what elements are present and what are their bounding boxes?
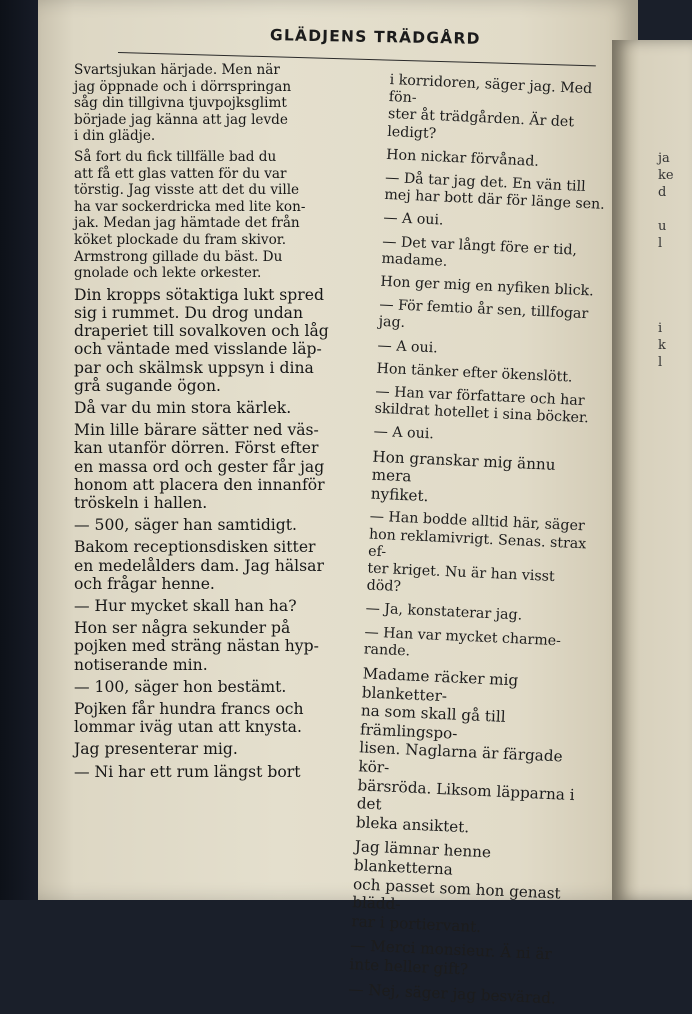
paragraph: — För femtio år sen, tillfogar jag. xyxy=(378,297,589,332)
paragraph: Min lille bärare sätter ned väs- kan utanför dörren. Först efter en massa ord och gester får jag honom att placera den innanför tröskeln i hallen. xyxy=(74,421,325,512)
paragraph: Jag lämnar henne blanketterna och passet som hon genast blädd- rar i portiervant. xyxy=(351,837,562,936)
paragraph: Hon granskar mig ännu mera nyfiket. xyxy=(370,447,556,506)
paragraph: — Merci monsieur. Ä ni är inte heller gift? xyxy=(349,936,553,979)
paragraph: Din kropps sötaktiga lukt spred sig i rummet. Du drog undan draperiet till sovalkoven och låg och väntade med visslande läp- par och skälmsk uppsyn i dina grå sugande ögon. xyxy=(74,285,329,395)
paragraph: — Det var långt före er tid, madame. xyxy=(381,233,578,270)
paragraph: Hon nickar förvånad. xyxy=(385,146,540,170)
paragraph: — A oui. xyxy=(382,210,444,229)
paragraph: Madame räcker mig blanketter- na som skall gå till främlingspo- lisen. Naglarna är färgade kör- bärsröda. Liksom läpparna i det bleka ansiktet. xyxy=(355,664,575,837)
paragraph: Hon ser några sekunder på pojken med sträng nästan hyp- notiserande min. xyxy=(74,619,319,674)
paragraph: Hon tänker efter ökenslött. xyxy=(376,360,573,386)
paragraph: — Ja, konstaterar jag. xyxy=(365,600,523,624)
paragraph: Svartsjukan härjade. Men när jag öppnade och i dörrspringan såg din tillgivna tjuvpojksglimt började jag känna att jag levde i din glädje. xyxy=(74,62,292,145)
paragraph: — Han var författare och har skildrat hotellet i sina böcker. xyxy=(374,383,590,427)
paragraph: Så fort du fick tillfälle bad du att få ett glas vatten för du var törstig. Jag visste att det du ville ha var sockerdricka med lite kon- jak. Medan jag hämtade det från köket plockade du fram skivor. Armstrong gillade du bäst. Du gnolade och lekte orkester. xyxy=(74,148,306,282)
paragraph: — A oui. xyxy=(373,424,435,443)
paragraph: — Då tar jag det. En vän till mej har bott där för länge sen. xyxy=(384,169,606,214)
paragraph: — Ni har ett rum längst bort xyxy=(74,762,301,781)
paragraph: — Han bodde alltid här, säger hon reklamivrigt. Senas. strax ef- ter kriget. Nu är han visst död? xyxy=(366,508,587,596)
paragraph: Jag presenterar mig. xyxy=(74,740,238,759)
paragraph: — Han var mycket charme- rande. xyxy=(363,624,562,660)
paragraph: i korridoren, säger jag. Med fön- ster åt trädgården. Är det ledigt? xyxy=(386,72,593,142)
paragraph: Pojken får hundra francs och lommar iväg utan att knysta. xyxy=(74,699,304,737)
paragraph: — A oui. xyxy=(377,337,439,357)
paragraph: — Hur mycket skall han ha? xyxy=(74,596,297,615)
facing-page xyxy=(612,40,692,900)
left-column xyxy=(74,62,382,785)
right-column xyxy=(348,72,612,1014)
paragraph: Då var du min stora kärlek. xyxy=(74,398,292,417)
paragraph: Bakom receptionsdisken sitter en medelålders dam. Jag hälsar och frågar henne. xyxy=(74,538,324,593)
paragraph: — 500, säger han samtidigt. xyxy=(74,516,298,535)
paragraph: — Nej, säger jag besvärad. xyxy=(347,979,557,1008)
facing-page-text-fragments: ja ke d u l i k l xyxy=(658,151,674,370)
paragraph: Hon ger mig en nyfiken blick. xyxy=(380,273,595,300)
paragraph: — 100, säger hon bestämt. xyxy=(74,677,287,696)
running-head: GLÄDJENS TRÄDGÅRD xyxy=(269,26,481,48)
